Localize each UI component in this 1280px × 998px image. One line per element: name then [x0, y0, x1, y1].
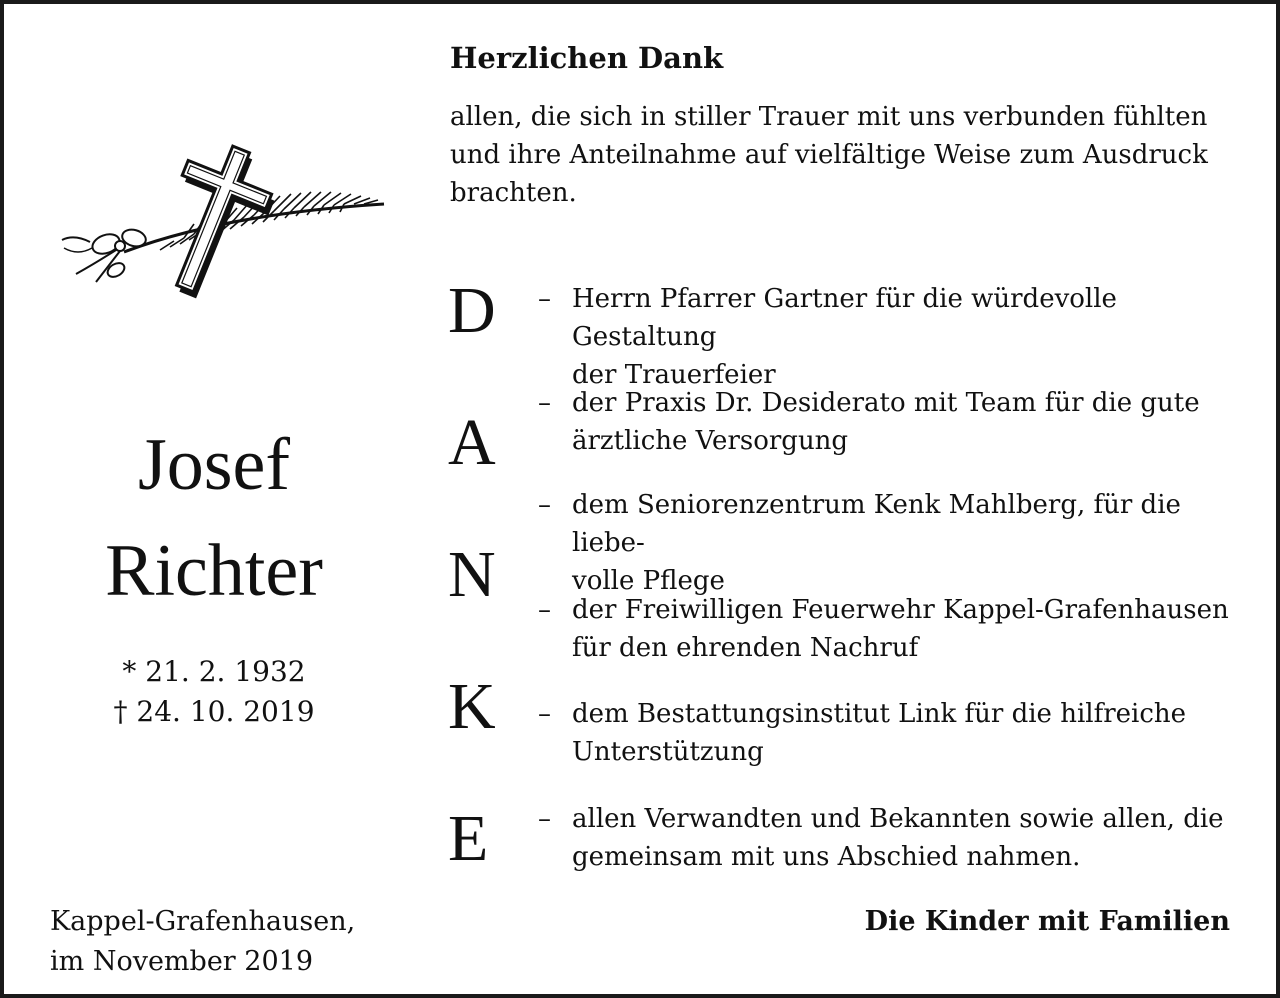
- thanks-line: für den ehrenden Nachruf: [572, 633, 919, 663]
- danke-letter: D: [448, 274, 496, 347]
- place-and-date: [50, 902, 355, 982]
- deceased-last-name: Richter: [105, 530, 323, 612]
- thanks-line: dem Seniorenzentrum Kenk Mahlberg, für die liebe-: [572, 490, 1181, 558]
- dash: –: [538, 388, 551, 418]
- deceased-first-name: Josef: [137, 424, 291, 506]
- intro-line: und ihre Anteilnahme auf vielfältige Weise zum Ausdruck: [450, 140, 1208, 170]
- thanks-line: allen Verwandten und Bekannten sowie allen, die: [572, 804, 1224, 834]
- intro-line: allen, die sich in stiller Trauer mit uns verbunden fühlten: [450, 102, 1208, 132]
- thanks-line: der Praxis Dr. Desiderato mit Team für die gute: [572, 388, 1200, 418]
- date-line: im November 2019: [50, 946, 313, 977]
- danke-letter: K: [448, 670, 496, 743]
- thanks-line: der Trauerfeier: [572, 360, 776, 390]
- death-date: † 24. 10. 2019: [113, 695, 315, 728]
- thanks-line: ärztliche Versorgung: [572, 426, 849, 456]
- thanks-line: dem Bestattungsinstitut Link für die hilfreiche: [572, 699, 1187, 729]
- place-line: Kappel-Grafenhausen,: [50, 906, 356, 937]
- dash: –: [538, 804, 551, 834]
- notice-heading: Herzlichen Dank: [450, 41, 724, 75]
- intro-text: [450, 98, 1240, 212]
- dash: –: [538, 284, 551, 314]
- dash: –: [538, 490, 551, 520]
- thanks-line: der Freiwilligen Feuerwehr Kappel-Grafenhausen: [572, 595, 1229, 625]
- birth-date: * 21. 2. 1932: [122, 655, 306, 688]
- thanks-line: Herrn Pfarrer Gartner für die würdevolle Gestaltung: [572, 284, 1117, 352]
- danke-letter: E: [448, 802, 489, 875]
- dash: –: [538, 595, 551, 625]
- dash: –: [538, 699, 551, 729]
- life-dates: [44, 652, 384, 732]
- danke-letter: A: [448, 406, 496, 479]
- thanks-line: gemeinsam mit uns Abschied nahmen.: [572, 842, 1081, 872]
- thanks-line: Unterstützung: [572, 737, 764, 767]
- danke-letter: N: [448, 538, 496, 611]
- signature: Die Kinder mit Familien: [864, 906, 1230, 937]
- cross-with-palm-branch-icon: [54, 144, 394, 304]
- intro-line: brachten.: [450, 178, 577, 208]
- thanks-line: volle Pflege: [572, 566, 725, 596]
